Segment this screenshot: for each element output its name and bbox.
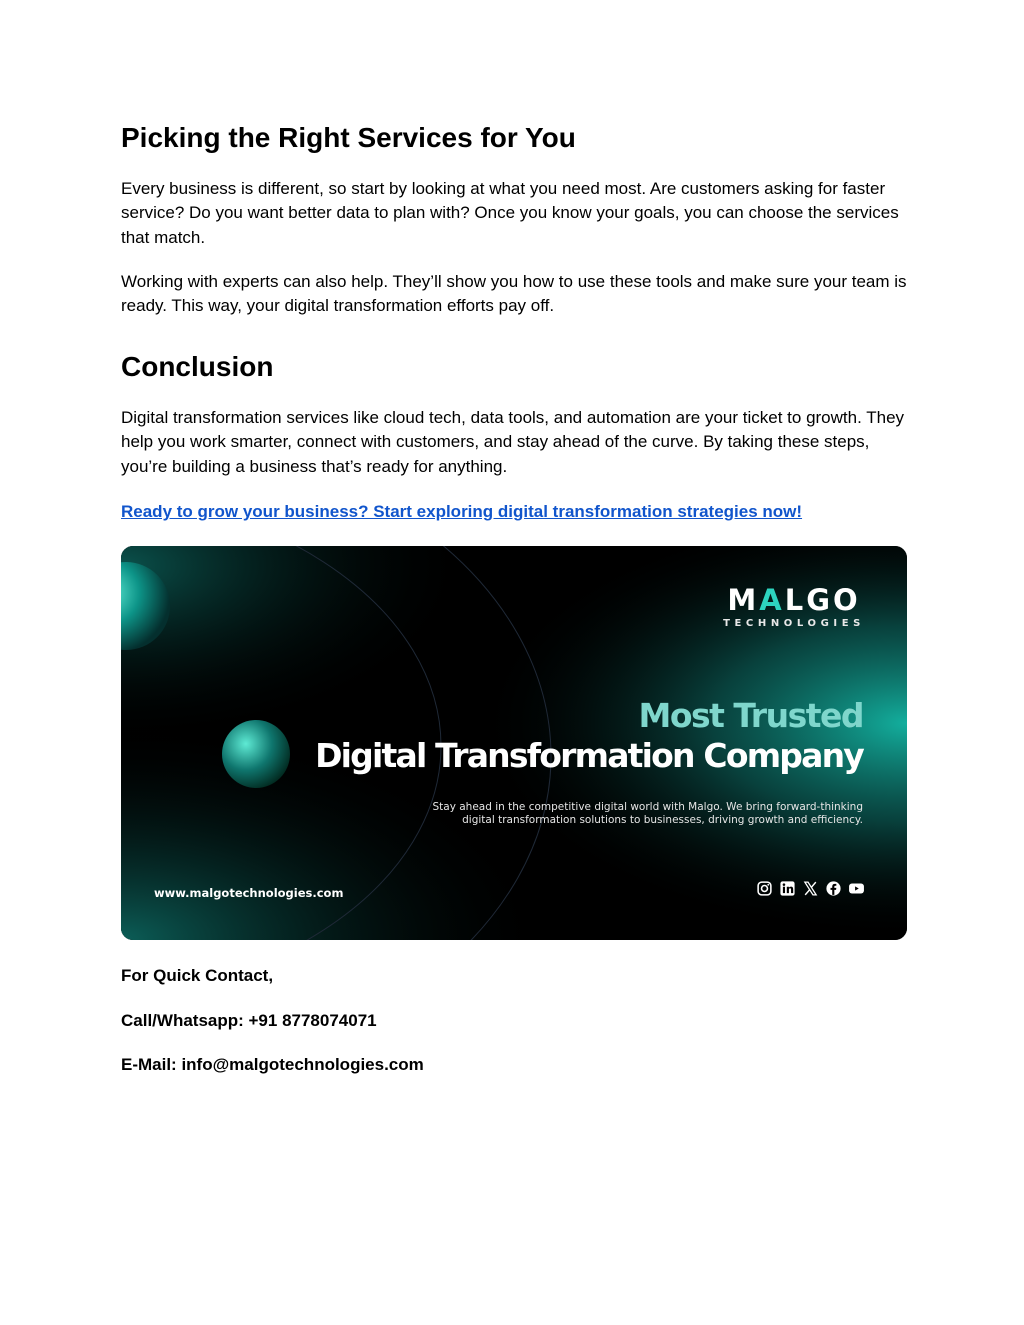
cta-link[interactable]: Ready to grow your business? Start exploring digital transformation strategies now!: [121, 502, 803, 521]
x-icon: [802, 880, 819, 897]
logo-letters-start: M: [727, 583, 760, 617]
logo-letter-accent: A: [759, 583, 785, 617]
section-heading-picking-services: Picking the Right Services for You: [121, 122, 576, 153]
instagram-icon: [756, 880, 773, 897]
social-icons: [756, 880, 865, 897]
contact-email: E-Mail: info@malgotechnologies.com: [121, 1055, 424, 1074]
paragraph-conclusion: Digital transformation services like cloud tech, data tools, and automation are your ticket to growth. They help you work smarter, connect with customers, and stay ahead of the curve. By taking these steps, you’re building a business that’s ready for anything.: [121, 408, 905, 476]
promo-banner-image: [121, 546, 907, 940]
malgo-logo: [723, 584, 865, 629]
section-heading-conclusion: Conclusion: [121, 351, 274, 382]
facebook-icon: [825, 880, 842, 897]
contact-heading: For Quick Contact,: [121, 966, 274, 985]
youtube-icon: [848, 880, 865, 897]
contact-phone: Call/Whatsapp: +91 8778074071: [121, 1011, 377, 1030]
paragraph-business-needs: Every business is different, so start by looking at what you need most. Are customers asking for faster service? Do you want better data to plan with? Once you know your goals, you can choose the services that match.: [121, 179, 899, 247]
logo-letters-end: LGO: [784, 583, 861, 617]
paragraph-working-with-experts: Working with experts can also help. They’ll show you how to use these tools and make sure your team is ready. This way, your digital transformation efforts pay off.: [121, 272, 907, 316]
banner-headline-line1: Most Trusted: [638, 696, 863, 735]
logo-wordmark: [723, 584, 865, 616]
banner-tagline: Stay ahead in the competitive digital world with Malgo. We bring forward-thinking digital transformation solutions to businesses, driving growth and efficiency.: [432, 801, 863, 826]
banner-headline-line2: Digital Transformation Company: [315, 736, 863, 775]
linkedin-icon: [779, 880, 796, 897]
logo-subtitle: TECHNOLOGIES: [723, 618, 865, 629]
banner-website: www.malgotechnologies.com: [154, 886, 344, 900]
